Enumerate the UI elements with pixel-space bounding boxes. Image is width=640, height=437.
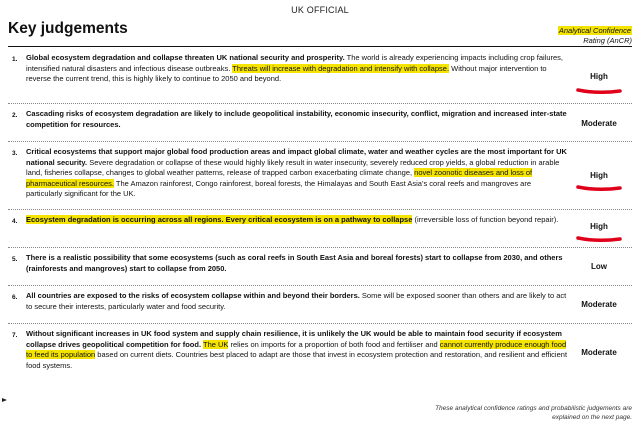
body-text: Without major intervention to reverse the current trend, this is highly likely to continue to 2050 and beyond. [26, 63, 547, 83]
confidence-rating: Moderate [581, 300, 617, 309]
body-text: The Amazon rainforest, Congo rainforest, boreal forests, the Himalayas and South East Asia’s coral reefs and mangroves are particularly significant for the UK. [26, 178, 531, 198]
bold-text: Cascading risks of ecosystem degradation are likely to include geopolitical instability, economic insecurity, conflict, migration and increased inter-state competition for resources. [26, 109, 567, 129]
body-text: Severe degradation or collapse of these would highly likely result in water insecurity, severely reduced crop yields, a global reduction in arable land, fisheries collapse, changes to global weather patterns, release of trapped carbon exacerbating climate change, [26, 157, 560, 177]
judgement-number: 4. [12, 218, 18, 225]
highlighted-text: novel zoonotic diseases and loss of pharmaceutical resources. [26, 168, 533, 188]
highlighted-text: Ecosystem degradation is occurring across all regions. Every critical ecosystem is on a pathway to collapse [26, 215, 413, 224]
bold-text: Critical ecosystems that support major global food production areas and impact global climate, water and weather cycles are the most important for UK national security. [26, 147, 567, 167]
body-text: Some will be exposed sooner than others and are likely to act to secure their interests, particularly water and food security. [26, 291, 567, 311]
bold-text: All countries are exposed to the risks of ecosystem collapse within and beyond their borders. [26, 291, 360, 300]
bold-text: There is a realistic possibility that some ecosystems (such as coral reefs in South East Asia and boreal forests) start to collapse from 2030, and others (rainforests and mangroves) start to collapse from 2050. [26, 253, 563, 273]
body-text: based on current diets. Countries best placed to adapt are those that invest in ecosystem protection and restoration, and resilient and efficient food systems. [26, 350, 568, 370]
confidence-rating: High [590, 171, 608, 180]
judgement-row-1 [8, 48, 632, 104]
header-divider [8, 46, 632, 47]
judgements-list [8, 48, 632, 382]
confidence-rating: Moderate [581, 119, 617, 128]
highlighted-text: cannot currently produce enough food to feed its population [26, 339, 567, 359]
confidence-rating-label: Analytical Confidence [558, 26, 631, 35]
pointer-icon [2, 397, 8, 403]
judgement-number: 6. [12, 294, 18, 301]
bold-text: Without significant increases in UK food system and supply chain resilience, it is unlikely the UK would be able to maintain food security if ecosystem collapse drives geopolitical competition for food. [26, 329, 562, 349]
judgement-number: 3. [12, 150, 18, 157]
classification-marking: UK OFFICIAL [291, 5, 349, 15]
judgement-number: 1. [12, 56, 18, 63]
judgement-row-2 [8, 104, 632, 142]
judgement-text [26, 53, 568, 85]
confidence-rating-header [558, 26, 632, 45]
judgement-row-3 [8, 142, 632, 210]
judgement-number: 5. [12, 256, 18, 263]
confidence-rating: High [590, 222, 608, 231]
highlighted-text: The UK [202, 339, 229, 349]
confidence-rating-sublabel: Rating (AnCR) [583, 35, 632, 45]
judgement-text [26, 291, 568, 312]
judgement-row-7 [8, 324, 632, 382]
confidence-rating: High [590, 72, 608, 81]
judgement-text [26, 147, 568, 200]
confidence-rating: Moderate [581, 348, 617, 357]
highlighted-text: Threats will increase with degradation and intensify with collapse. [232, 63, 450, 73]
bold-text: Global ecosystem degradation and collapse threaten UK national security and prosperity. [26, 53, 345, 62]
body-text: The world is already experiencing impacts including crop failures, intensified natural disasters and infectious disease outbreaks. [26, 53, 564, 73]
judgement-number: 7. [12, 332, 18, 339]
judgement-row-5 [8, 248, 632, 286]
judgement-text [26, 329, 568, 371]
judgement-text [26, 215, 568, 226]
red-underline-mark [576, 235, 622, 243]
red-underline-mark [576, 184, 622, 192]
footnote: These analytical confidence ratings and probabilistic judgements are explained on the next page. [435, 405, 632, 421]
page-title: Key judgements [8, 20, 128, 37]
red-underline-mark [576, 87, 622, 95]
judgement-text [26, 109, 568, 130]
judgement-text [26, 253, 568, 274]
confidence-rating: Low [591, 262, 607, 271]
judgement-row-6 [8, 286, 632, 324]
body-text: relies on imports for a proportion of both food and fertiliser and [228, 339, 440, 349]
judgement-row-4 [8, 210, 632, 248]
judgement-number: 2. [12, 112, 18, 119]
body-text: (irreversible loss of function beyond repair). [412, 215, 559, 224]
